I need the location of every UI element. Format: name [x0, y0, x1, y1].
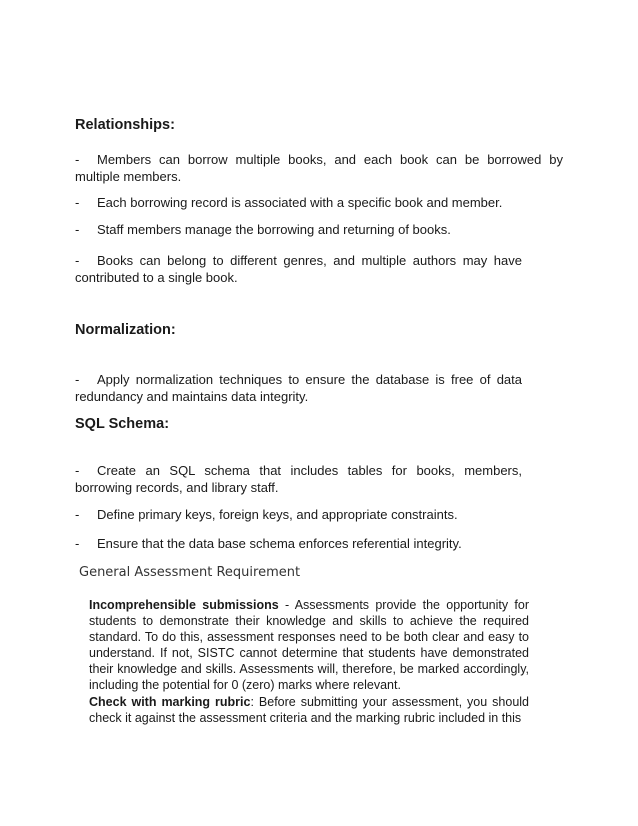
relationships-item-3: - Staff members manage the borrowing and returning of books. — [75, 222, 451, 237]
sql-schema-item-2: - Define primary keys, foreign keys, and appropriate constraints. — [75, 507, 458, 522]
relationships-heading: Relationships: — [75, 117, 175, 133]
relationships-item-1: - Members can borrow multiple books, and each book can be borrowed by multiple members. — [75, 152, 563, 184]
relationships-item-4: - Books can belong to different genres, and multiple authors may have contributed to a single book. — [75, 253, 522, 285]
sql-schema-item-3: - Ensure that the data base schema enforces referential integrity. — [75, 536, 462, 551]
assessment-p1-bold: Incomprehensible submissions — [89, 598, 279, 612]
sql-schema-heading: SQL Schema: — [75, 416, 170, 432]
normalization-item-1: - Apply normalization techniques to ensure the database is free of data redundancy and maintains data integrity. — [75, 372, 522, 404]
normalization-heading: Normalization: — [75, 322, 176, 338]
assessment-p2-bold: Check with marking rubric — [89, 695, 251, 709]
sql-schema-item-1: - Create an SQL schema that includes tables for books, members, borrowing records, and library staff. — [75, 463, 522, 495]
relationships-item-2: - Each borrowing record is associated with a specific book and member. — [75, 195, 503, 210]
assessment-section-title: General Assessment Requirement — [79, 565, 301, 580]
assessment-paragraph-2: Check with marking rubric: Before submitting your assessment, you should check it against the assessment criteria and the marking rubric included in this — [89, 695, 529, 725]
assessment-paragraph-1: Incomprehensible submissions - Assessments provide the opportunity for students to demonstrate their knowledge and skills to achieve the required standard. To do this, assessment responses need to be both clear and easy to understand. If not, SISTC cannot determine that students have demonstrated their knowledge and skills. Assessments will, therefore, be marked accordingly, including the potential for 0 (zero) marks where relevant. — [89, 598, 529, 692]
